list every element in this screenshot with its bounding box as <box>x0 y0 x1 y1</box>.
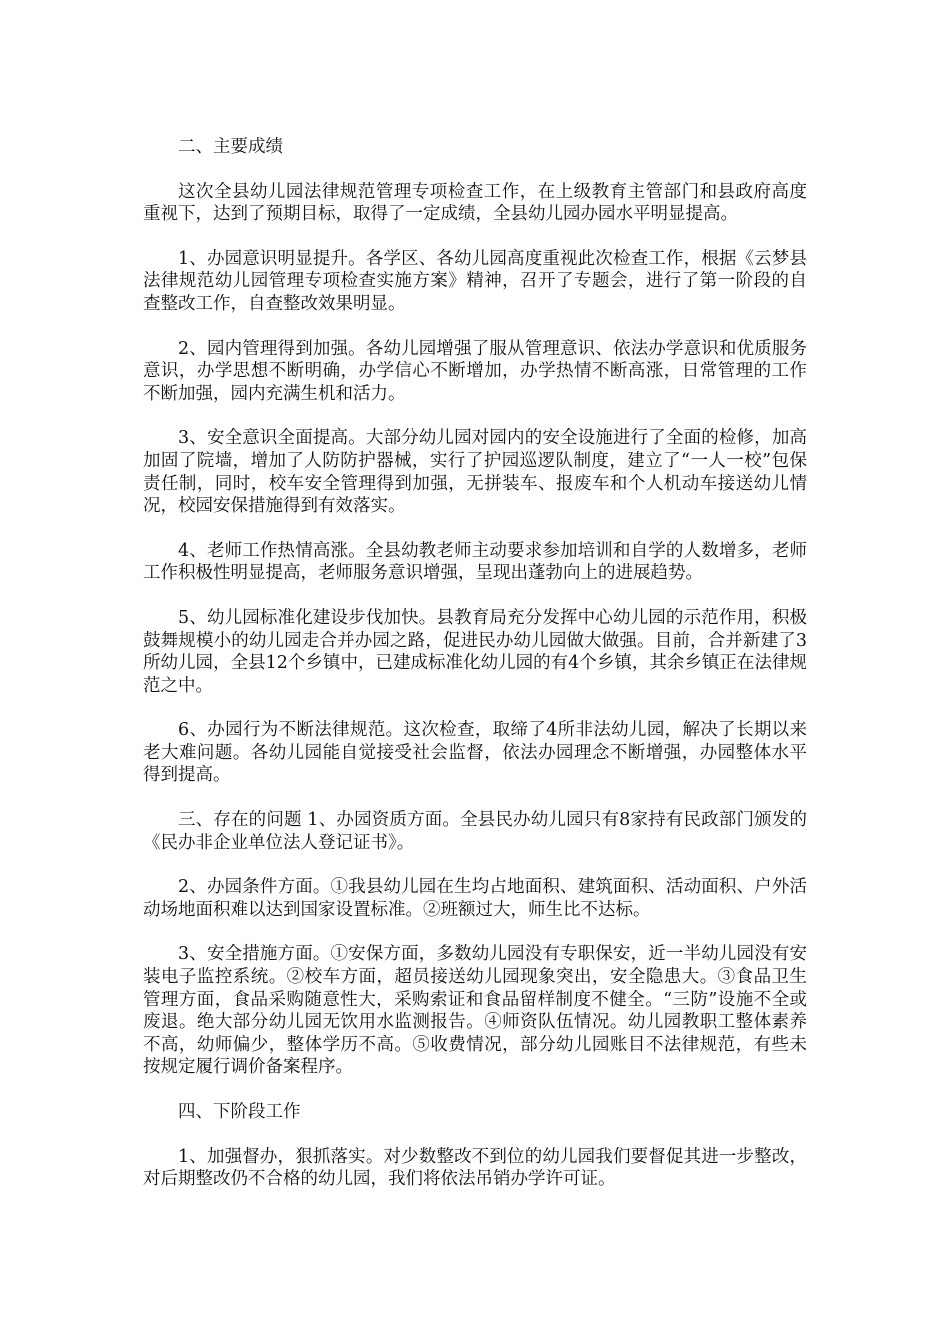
paragraph-problems-3: 3、安全措施方面。①安保方面，多数幼儿园没有专职保安，近一半幼儿园没有安装电子监控系统。②校车方面，超员接送幼儿园现象突出，安全隐患大。③食品卫生管理方面，食品采购随意性大，采购索证和食品留样制度不健全。“三防”设施不全或废退。绝大部分幼儿园无饮用水监测报告。④师资队伍情况。幼儿园教职工整体素养不高，幼师偏少，整体学历不高。⑤收费情况，部分幼儿园账目不法律规范，有些未按规定履行调价备案程序。 <box>143 944 807 1078</box>
paragraph-item-3: 3、安全意识全面提高。大部分幼儿园对园内的安全设施进行了全面的检修，加高加固了院墙，增加了人防防护器械，实行了护园巡逻队制度，建立了“一人一校”包保责任制，同时，校车安全管理得到加强，无拼装车、报废车和个人机动车接送幼儿情况，校园安保措施得到有效落实。 <box>143 428 807 517</box>
document-body <box>143 136 807 1213</box>
paragraph-item-6: 6、办园行为不断法律规范。这次检查，取缔了4所非法幼儿园，解决了长期以来老大难问题。各幼儿园能自觉接受社会监督，依法办园理念不断增强，办园整体水平得到提高。 <box>143 720 807 786</box>
section-heading-achievements: 二、主要成绩 <box>178 137 283 157</box>
section-heading-next-steps: 四、下阶段工作 <box>178 1102 301 1122</box>
paragraph-next-1: 1、加强督办，狠抓落实。对少数整改不到位的幼儿园我们要督促其进一步整改，对后期整改仍不合格的幼儿园，我们将依法吊销办学许可证。 <box>143 1146 807 1190</box>
paragraph-item-4: 4、老师工作热情高涨。全县幼教老师主动要求参加培训和自学的人数增多，老师工作积极性明显提高，老师服务意识增强，呈现出蓬勃向上的进展趋势。 <box>143 540 807 584</box>
paragraph-item-5: 5、幼儿园标准化建设步伐加快。县教育局充分发挥中心幼儿园的示范作用，积极鼓舞规模小的幼儿园走合并办园之路，促进民办幼儿园做大做强。目前，合并新建了3所幼儿园，全县12个乡镇中，已建成标准化幼儿园的有4个乡镇，其余乡镇正在法律规范之中。 <box>143 607 807 696</box>
paragraph-problems-2: 2、办园条件方面。①我县幼儿园在生均占地面积、建筑面积、活动面积、户外活动场地面积难以达到国家设置标准。②班额过大，师生比不达标。 <box>143 877 807 920</box>
paragraph-problems-1: 三、存在的问题 1、办园资质方面。全县民办幼儿园只有8家持有民政部门颁发的《民办非企业单位法人登记证书》。 <box>143 810 807 853</box>
paragraph-item-1: 1、办园意识明显提升。各学区、各幼儿园高度重视此次检查工作，根据《云梦县法律规范幼儿园管理专项检查实施方案》精神，召开了专题会，进行了第一阶段的自查整改工作，自查整改效果明显。 <box>143 248 807 314</box>
paragraph-overview: 这次全县幼儿园法律规范管理专项检查工作，在上级教育主管部门和县政府高度重视下，达到了预期目标，取得了一定成绩，全县幼儿园办园水平明显提高。 <box>143 181 807 225</box>
paragraph-item-2: 2、园内管理得到加强。各幼儿园增强了服从管理意识、依法办学意识和优质服务意识，办学思想不断明确，办学信心不断增加，办学热情不断高涨，日常管理的工作不断加强，园内充满生机和活力。 <box>143 338 807 404</box>
